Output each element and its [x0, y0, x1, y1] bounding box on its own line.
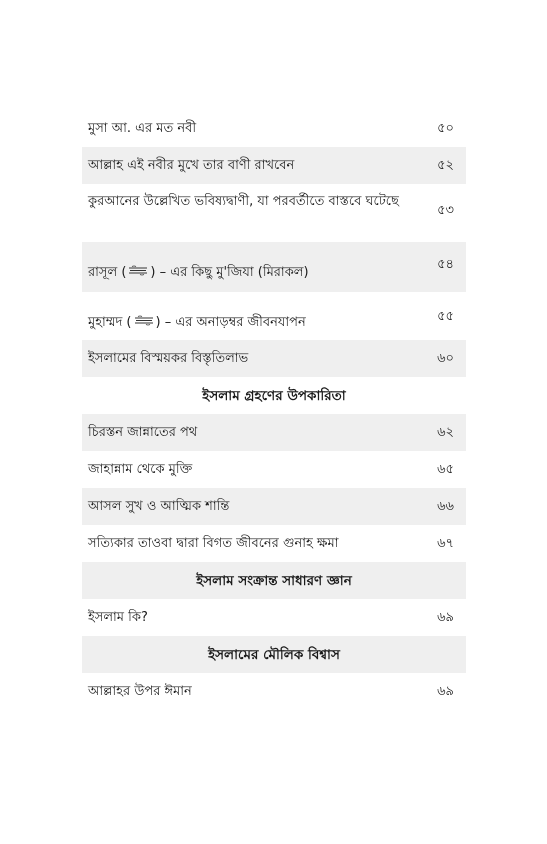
section-heading [82, 636, 466, 673]
toc-entry-title: আসল সুখ ও আত্মিক শান্তি [88, 499, 230, 514]
section-heading [82, 562, 466, 599]
toc-entry-title: চিরস্তন জান্নাতের পথ [88, 425, 198, 440]
toc-page-number: ৬০ [437, 351, 454, 366]
toc-page-number: ৬৯ [437, 684, 454, 699]
toc-row [82, 414, 466, 451]
section-heading-text: ইসলাম সংক্রান্ত সাধারণ জ্ঞান [196, 573, 352, 589]
toc-row [82, 673, 466, 710]
toc-page-number: ৬২ [437, 425, 454, 440]
salawat-calligraphy-icon [128, 265, 148, 276]
toc-entry-title: জাহান্নাম থেকে মুক্তি [88, 462, 193, 477]
toc-entry-title-part: ) – এর কিছু মু'জিযা (মিরাকল) [150, 265, 309, 280]
toc-row [82, 599, 466, 636]
section-heading [82, 377, 466, 414]
toc-row [82, 110, 466, 147]
toc-entry-title: আল্লাহর উপর ঈমান [88, 684, 192, 699]
toc-row [82, 451, 466, 488]
toc-entry-title: কুরআনের উল্লেখিত ভবিষ্যদ্বাণী, যা পরবর্তীতে বাস্তবে ঘটেছে [88, 194, 399, 209]
toc-row [82, 340, 466, 377]
toc-row [82, 488, 466, 525]
toc-entry-title: আল্লাহ এই নবীর মুখে তার বাণী রাখবেন [88, 158, 295, 173]
toc-page-number: ৫৪ [437, 257, 454, 272]
toc-row [82, 525, 466, 562]
toc-page-number: ৫৩ [437, 203, 454, 218]
section-heading-text: ইসলাম গ্রহণের উপকারিতা [202, 388, 346, 404]
salawat-calligraphy-icon [134, 315, 154, 326]
toc-entry-title: মুসা আ. এর মত নবী [88, 121, 197, 136]
toc-row [82, 292, 466, 340]
toc-row [82, 147, 466, 184]
toc-page-number: ৫২ [437, 158, 454, 173]
toc-entry-title-part: ) – এর অনাড়ম্বর জীবনযাপন [155, 315, 306, 330]
toc-entry-title-part: মুহাম্মদ ( [88, 315, 132, 330]
toc-entry-title: ইসলাম কি? [88, 610, 148, 625]
toc-entry-title-part: রাসূল ( [88, 265, 127, 280]
toc-entry-title [88, 312, 406, 334]
section-heading-text: ইসলামের মৌলিক বিশ্বাস [208, 647, 340, 663]
toc-entry-title [88, 262, 406, 284]
toc-row [82, 184, 466, 242]
toc-row [82, 242, 466, 292]
toc-entry-title: ইসলামের বিস্ময়কর বিস্তৃতিলাভ [88, 351, 249, 366]
toc-page-number: ৫৫ [437, 309, 454, 324]
toc-page-number: ৬৯ [437, 610, 454, 625]
toc-page-number: ৫০ [437, 121, 454, 136]
toc-page-number: ৬৬ [437, 499, 454, 514]
table-of-contents [82, 110, 466, 710]
toc-entry-title: সত্যিকার তাওবা দ্বারা বিগত জীবনের গুনাহ ক্ষমা [88, 536, 339, 551]
toc-page-number: ৬৭ [437, 536, 454, 551]
toc-page-number: ৬৫ [437, 462, 454, 477]
